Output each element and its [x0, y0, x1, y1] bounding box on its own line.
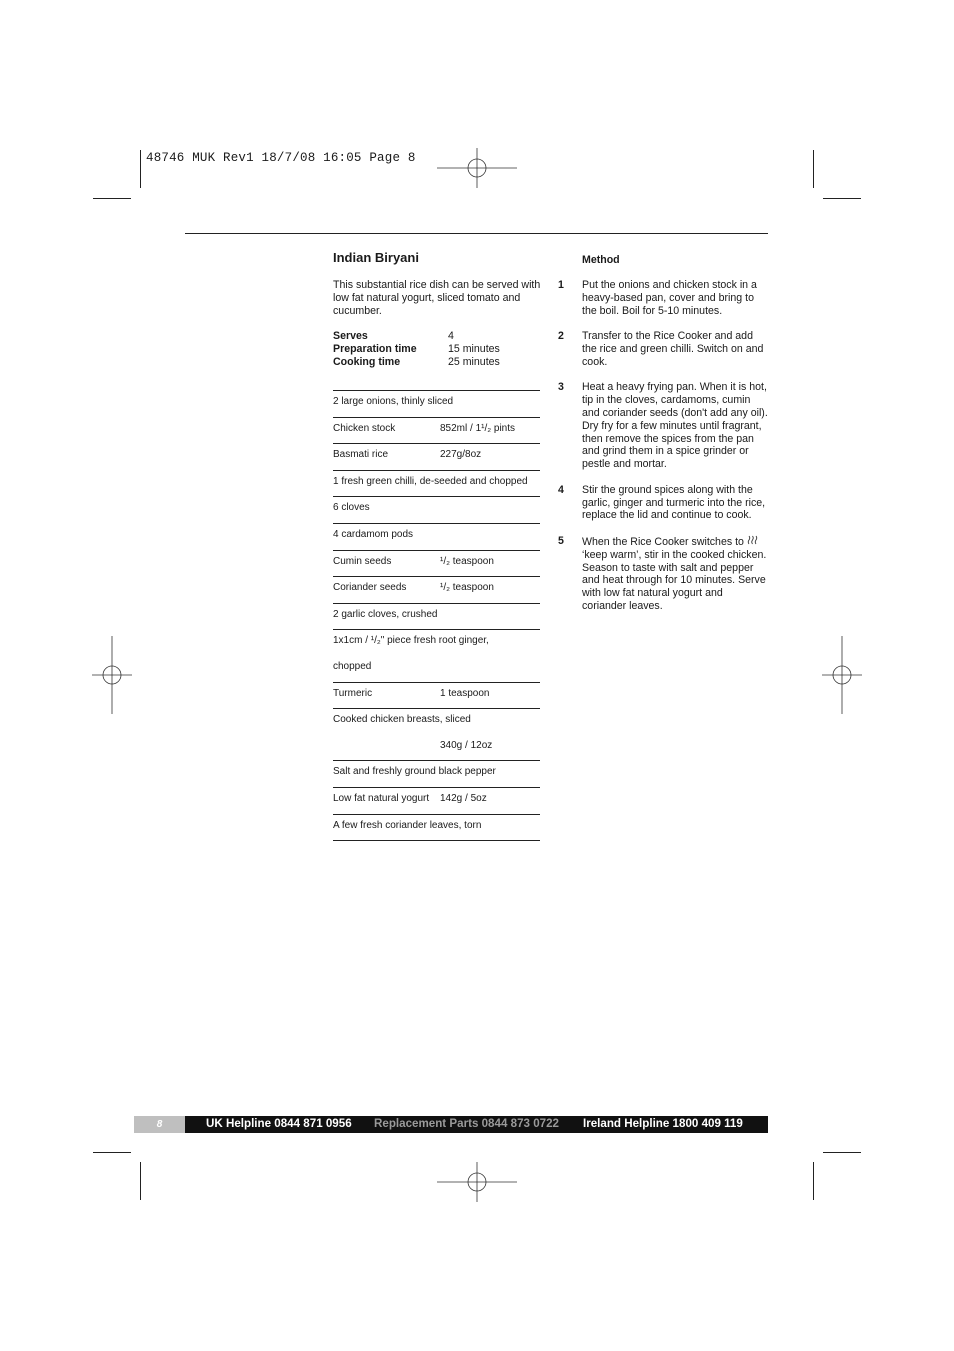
- registration-mark-icon: [92, 636, 132, 714]
- crop-mark: [93, 198, 131, 199]
- ingredient-name: 6 cloves: [333, 502, 370, 514]
- step-text: ‘keep warm’, stir in the cooked chicken. Season to taste with salt and pepper and heat through for 10 minutes. Serve with low fat natural yogurt and coriander leaves.: [582, 548, 767, 612]
- step-text: When the Rice Cooker switches to: [582, 535, 744, 548]
- ingredient-name: 1x1cm / ¹/₂" piece fresh root ginger,: [333, 635, 489, 647]
- list-item: [558, 279, 768, 317]
- table-row: [333, 708, 540, 735]
- step-number: 4: [558, 483, 564, 496]
- table-row: [333, 523, 540, 550]
- ingredient-name: Cooked chicken breasts, sliced: [333, 714, 471, 726]
- meta-label: Serves: [333, 330, 368, 342]
- crop-mark: [813, 1162, 814, 1200]
- list-item: [558, 381, 768, 471]
- meta-value: 15 minutes: [448, 343, 500, 355]
- crop-mark: [813, 150, 814, 188]
- crop-mark: [93, 1152, 131, 1153]
- registration-mark-icon: [437, 1162, 517, 1202]
- ingredient-name: Basmati rice: [333, 449, 389, 461]
- table-row: [333, 735, 540, 761]
- ingredient-name: Turmeric: [333, 687, 373, 699]
- table-row: [333, 576, 540, 603]
- ingredient-qty: 142g / 5oz: [440, 792, 487, 804]
- method-steps: [558, 279, 768, 626]
- table-row: [333, 603, 540, 630]
- ingredient-qty: ¹/₂ teaspoon: [440, 555, 494, 567]
- meta-label: Preparation time: [333, 343, 417, 355]
- recipe-intro: This substantial rice dish can be served with low fat natural yogurt, sliced tomato and cucumber.: [333, 279, 541, 317]
- crop-mark: [823, 1152, 861, 1153]
- table-row: [333, 550, 540, 577]
- table-row: [333, 629, 540, 656]
- keep-warm-icon: [747, 535, 758, 546]
- header-rule: [185, 233, 768, 234]
- step-text: Transfer to the Rice Cooker and add the rice and green chilli. Switch on and cook.: [582, 330, 764, 368]
- page-number: 8: [134, 1116, 185, 1133]
- crop-mark: [823, 198, 861, 199]
- registration-mark-icon: [822, 636, 862, 714]
- ingredient-name: 2 garlic cloves, crushed: [333, 608, 438, 620]
- table-row: [333, 760, 540, 787]
- step-text: Heat a heavy frying pan. When it is hot, tip in the cloves, cardamoms, cumin and coriander seeds (don't add any oil). Dry fry for a few minutes until fragrant, then remove the spices from the pan and grind them in a spice grinder or pestle and mortar.: [582, 381, 768, 471]
- list-item: [558, 484, 768, 522]
- table-row: [333, 417, 540, 444]
- list-item: [558, 535, 768, 613]
- meta-value: 4: [448, 330, 454, 342]
- recipe-meta: [333, 330, 500, 369]
- method-title: Method: [582, 254, 620, 266]
- ingredient-qty: 852ml / 1¹/₂ pints: [440, 422, 516, 434]
- crop-mark: [140, 150, 141, 188]
- table-row: [333, 470, 540, 497]
- step-text: Put the onions and chicken stock in a heavy-based pan, cover and bring to the boil. Boil for 5-10 minutes.: [582, 279, 757, 317]
- step-number: 1: [558, 279, 564, 291]
- table-row: [333, 656, 540, 682]
- meta-label: Cooking time: [333, 356, 401, 368]
- ingredient-name: Salt and freshly ground black pepper: [333, 766, 496, 778]
- meta-serves: [333, 330, 500, 343]
- recipe-title: Indian Biryani: [333, 250, 419, 265]
- list-item: [558, 330, 768, 368]
- step-number: 3: [558, 381, 564, 394]
- print-slug: 48746 MUK Rev1 18/7/08 16:05 Page 8: [146, 151, 416, 165]
- footer-helpline-bar: [134, 1116, 768, 1133]
- ingredient-name: A few fresh coriander leaves, torn: [333, 819, 482, 831]
- ireland-helpline: Ireland Helpline 1800 409 119: [583, 1117, 743, 1130]
- ingredients-table: [333, 390, 540, 841]
- table-row: [333, 390, 540, 417]
- ingredient-name: Chicken stock: [333, 422, 396, 434]
- ingredient-name: Low fat natural yogurt: [333, 792, 430, 804]
- replacement-parts: Replacement Parts 0844 873 0722: [374, 1117, 559, 1130]
- meta-preparation-time: [333, 343, 500, 356]
- uk-helpline: UK Helpline 0844 871 0956: [206, 1117, 352, 1130]
- ingredient-qty: ¹/₂ teaspoon: [440, 582, 494, 594]
- ingredient-name: Coriander seeds: [333, 582, 407, 594]
- ingredient-qty: 340g / 12oz: [440, 739, 493, 751]
- table-row: [333, 787, 540, 814]
- table-row: [333, 814, 540, 842]
- ingredient-name: Cumin seeds: [333, 555, 392, 567]
- ingredient-name: 4 cardamom pods: [333, 528, 414, 540]
- registration-mark-icon: [437, 148, 517, 188]
- step-number: 5: [558, 534, 564, 547]
- table-row: [333, 496, 540, 523]
- step-number: 2: [558, 330, 564, 343]
- ingredient-qty: 1 teaspoon: [440, 687, 490, 699]
- meta-value: 25 minutes: [448, 356, 500, 368]
- table-row: [333, 443, 540, 470]
- ingredient-name: 2 large onions, thinly sliced: [333, 396, 454, 407]
- ingredient-name: chopped: [333, 660, 372, 672]
- ingredient-qty: 227g/8oz: [440, 449, 482, 461]
- table-row: [333, 682, 540, 709]
- crop-mark: [140, 1162, 141, 1200]
- ingredient-name: 1 fresh green chilli, de-seeded and chopped: [333, 475, 528, 487]
- step-text: Stir the ground spices along with the garlic, ginger and turmeric into the rice, replace the lid and continue to cook.: [582, 483, 766, 522]
- meta-cooking-time: [333, 356, 500, 369]
